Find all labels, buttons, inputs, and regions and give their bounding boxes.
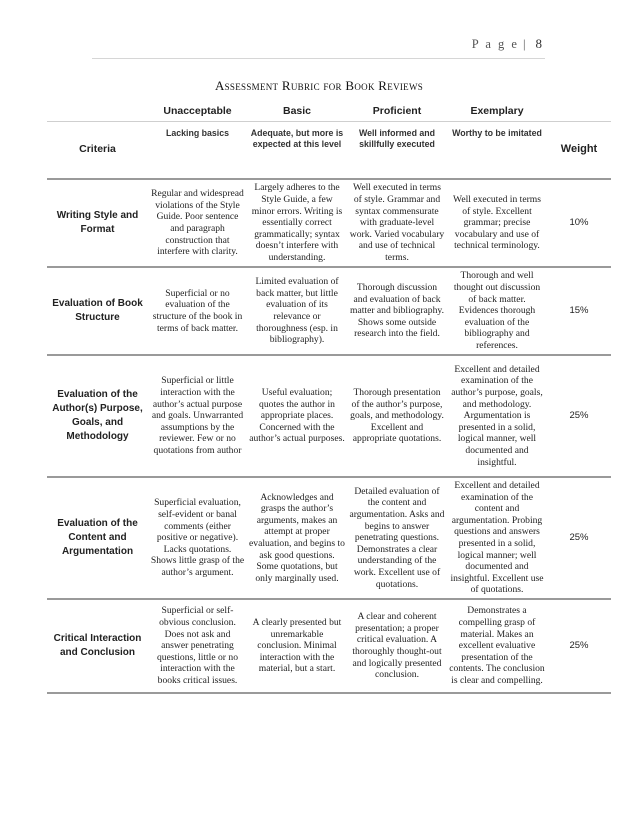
weight-value: 25% bbox=[547, 477, 611, 599]
table-row bbox=[47, 477, 611, 599]
rubric-cell: Useful evaluation; quotes the author in appropriate places. Concerned with the author’s actual purposes. bbox=[247, 355, 347, 477]
rubric-cell: Superficial or no evaluation of the structure of the book in terms of back matter. bbox=[148, 267, 247, 355]
rubric-cell: Well executed in terms of style. Grammar and syntax commensurate with graduate-level work. Varied vocabulary and use of technical terms. bbox=[347, 179, 447, 267]
weight-value: 25% bbox=[547, 599, 611, 693]
weight-value: 10% bbox=[547, 179, 611, 267]
page-number-label bbox=[472, 36, 542, 52]
criterion-label: Critical Interaction and Conclusion bbox=[47, 599, 148, 693]
rubric-cell: Excellent and detailed examination of the content and argumentation. Probing questions and answers presented in a solid, logical manner; well documented and insightful. Excellent use of quotations. bbox=[447, 477, 547, 599]
table-row bbox=[47, 179, 611, 267]
page-header bbox=[0, 34, 638, 58]
rubric-cell: Superficial or self-obvious conclusion. Does not ask and answer penetrating questions, little or no interaction with the books critical issues. bbox=[148, 599, 247, 693]
table-row bbox=[47, 599, 611, 693]
document-title: Assessment Rubric for Book Reviews bbox=[214, 78, 424, 93]
rubric-cell: Excellent and detailed examination of the author’s purpose, goals, and methodology. Argumentation is presented in a solid, logical manner, well documented and insightful. bbox=[447, 355, 547, 477]
page-number: 8 bbox=[535, 36, 542, 51]
rubric-table bbox=[47, 103, 611, 694]
rubric-cell: Limited evaluation of back matter, but little evaluation of its relevance or thoroughness (esp. in bibliography). bbox=[247, 267, 347, 355]
rubric-cell: Regular and widespread violations of the Style Guide. Poor sentence and paragraph construction that interfere with clarity. bbox=[148, 179, 247, 267]
page-label: P a g e bbox=[471, 37, 519, 51]
level-description: Adequate, but more is expected at this level bbox=[247, 122, 347, 180]
rubric-cell: Thorough presentation of the author’s purpose, goals, and methodology. Excellent and appropriate quotations. bbox=[347, 355, 447, 477]
weight-header: Weight bbox=[547, 122, 611, 180]
level-header-row bbox=[47, 103, 611, 122]
rubric-cell: Thorough and well thought out discussion of back matter. Evidences thorough evaluation of the bibliography and references. bbox=[447, 267, 547, 355]
page-separator: | bbox=[522, 37, 528, 51]
blank-header-cell bbox=[547, 103, 611, 122]
table-row bbox=[47, 267, 611, 355]
level-name: Proficient bbox=[347, 103, 447, 122]
level-name: Basic bbox=[247, 103, 347, 122]
rubric-cell: Detailed evaluation of the content and argumentation. Asks and begins to answer penetrating questions. Demonstrates a clear understanding of the work. Excellent use of quotations. bbox=[347, 477, 447, 599]
description-header-row bbox=[47, 122, 611, 180]
level-description: Worthy to be imitated bbox=[447, 122, 547, 180]
level-description: Well informed and skillfully executed bbox=[347, 122, 447, 180]
criterion-label: Evaluation of the Author(s) Purpose, Goals, and Methodology bbox=[47, 355, 148, 477]
criterion-label: Evaluation of Book Structure bbox=[47, 267, 148, 355]
weight-value: 15% bbox=[547, 267, 611, 355]
level-name: Unacceptable bbox=[148, 103, 247, 122]
rubric-cell: Largely adheres to the Style Guide, a few minor errors. Writing is essentially correct grammatically; syntax doesn’t interfere with understanding. bbox=[247, 179, 347, 267]
rubric-cell: Acknowledges and grasps the author’s arguments, makes an attempt at proper evaluation, and begins to ask good questions. Some quotations, but only marginally used. bbox=[247, 477, 347, 599]
rubric-cell: Superficial evaluation, self-evident or banal comments (either positive or negative). Lacks quotations. Shows little grasp of the author’s argument. bbox=[148, 477, 247, 599]
weight-value: 25% bbox=[547, 355, 611, 477]
criterion-label: Writing Style and Format bbox=[47, 179, 148, 267]
level-description: Lacking basics bbox=[148, 122, 247, 180]
criterion-label: Evaluation of the Content and Argumentation bbox=[47, 477, 148, 599]
rubric-cell: A clearly presented but unremarkable conclusion. Minimal interaction with the material, but a start. bbox=[247, 599, 347, 693]
blank-header-cell bbox=[47, 103, 148, 122]
table-row bbox=[47, 355, 611, 477]
rubric-cell: A clear and coherent presentation; a proper critical evaluation. A thoroughly thought-out and logically presented conclusion. bbox=[347, 599, 447, 693]
rubric-cell: Thorough discussion and evaluation of back matter and bibliography. Shows some outside research into the field. bbox=[347, 267, 447, 355]
header-rule bbox=[92, 58, 545, 59]
criteria-header: Criteria bbox=[47, 122, 148, 180]
rubric-cell: Demonstrates a compelling grasp of material. Makes an excellent evaluative presentation of the contents. The conclusion is clear and compelling. bbox=[447, 599, 547, 693]
rubric-cell: Superficial or little interaction with the author’s actual purpose and goals. Unwarranted assumptions by the reviewer. Few or no quotations from author bbox=[148, 355, 247, 477]
level-name: Exemplary bbox=[447, 103, 547, 122]
rubric-cell: Well executed in terms of style. Excellent grammar; precise vocabulary and use of technical terminology. bbox=[447, 179, 547, 267]
